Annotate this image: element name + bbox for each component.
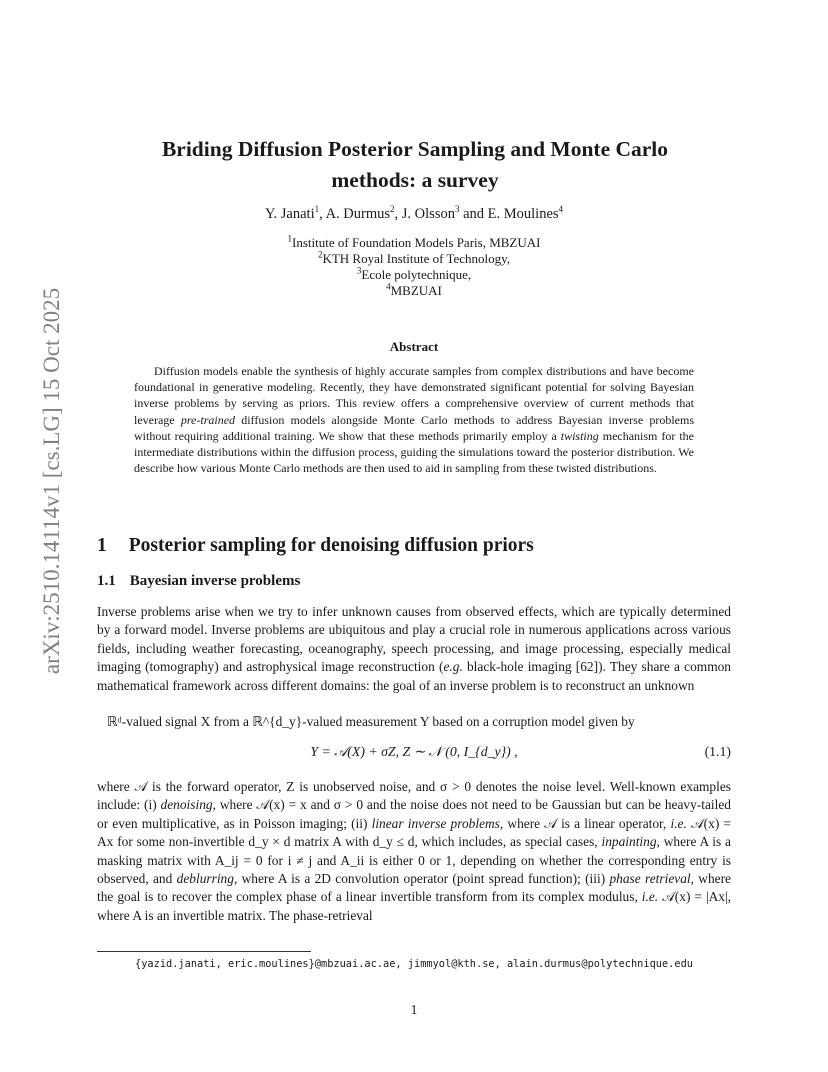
para2-text-1: where 𝒜 is the forward operator, Z is unobserved noise, and σ > 0 denotes the noise level. Well-known examples include: (i) <box>97 779 731 813</box>
paper-title <box>100 134 730 196</box>
abstract-em-1: pre-trained <box>180 412 236 427</box>
author-4-sup: 4 <box>558 204 564 215</box>
paragraph-1-continuation: ℝᵈ-valued signal X from a ℝ^{d_y}-valued measurement Y based on a corruption model given by <box>107 714 635 729</box>
affiliation-4-text: MBZUAI <box>390 283 442 298</box>
author-1: Y. Janati <box>264 206 315 222</box>
equation-1-1 <box>97 744 731 766</box>
para2-text-2: , where 𝒜(x) = x and σ > 0 and the noise does not need to be Gaussian but can be heavy-tailed or even multiplicative, as in Poisson imaging; (ii) <box>97 797 731 831</box>
para2-em-6: phase retrieval <box>609 871 691 887</box>
subsection-1-1-heading <box>97 573 300 590</box>
affiliation-2 <box>0 251 828 267</box>
arxiv-id: arXiv:2510.14114v1 [cs.LG] 15 Oct 2025 <box>39 287 64 675</box>
subsection-title: Bayesian inverse problems <box>129 573 301 589</box>
para2-em-2: linear inverse problems <box>371 815 500 831</box>
para2-em-7: i.e. <box>641 889 659 905</box>
title-line-1: Briding Diffusion Posterior Sampling and Monte Carlo <box>161 137 669 161</box>
author-3: , J. Olsson <box>394 206 455 222</box>
title-line-2: methods: a survey <box>331 168 499 192</box>
abstract-text-1: Diffusion models enable the synthesis of highly accurate samples from complex distributions and have become foundational in generative modeling. Recently, they have demonstrated significant potential for solving Bayesian inverse problems by serving as priors. This review offers a comprehensive overview of current methods that leverage <box>134 364 694 427</box>
para1-text-2: black-hole imaging [62]). They share a common mathematical framework across different domains: the goal of an inverse problem is to reconstruct an unknown <box>97 659 731 693</box>
abstract-body <box>134 363 694 476</box>
abstract-text-2: diffusion models alongside Monte Carlo methods to address Bayesian inverse problems without requiring additional training. We show that these methods primarily employ a <box>134 412 694 443</box>
para1-text-1: Inverse problems arise when we try to infer unknown causes from observed effects, which are typically determined by a forward model. Inverse problems are ubiquitous and play a crucial role in numerous applications across various fields, including weather forecasting, oceanography, speech processing, and image processing, especially medical imaging (tomography) and astrophysical image reconstruction ( <box>97 604 731 675</box>
equation-body: Y = 𝒜(X) + σZ, Z ∼ 𝒩 (0, I_{d_y}) , <box>310 744 518 759</box>
footnote-emails: {yazid.janati, eric.moulines}@mbzuai.ac.ae, jimmyol@kth.se, alain.durmus@polytechnique.edu <box>135 958 693 970</box>
section-1-heading <box>97 535 534 557</box>
paragraph-2 <box>97 778 731 925</box>
section-number: 1 <box>97 535 107 556</box>
para2-text-8: 𝒜(x) = |Ax|, where A is an invertible matrix. The phase-retrieval <box>97 889 732 923</box>
page-number: 1 <box>410 1002 418 1017</box>
abstract-em-2: twisting <box>560 428 599 443</box>
para2-em-1: denoising <box>160 797 213 813</box>
affiliation-4-sup: 4 <box>386 281 391 292</box>
footnote-rule <box>97 951 311 952</box>
section-title: Posterior sampling for denoising diffusion priors <box>128 535 534 556</box>
affiliation-4 <box>0 283 828 299</box>
author-list <box>0 206 828 223</box>
para2-em-4: inpainting <box>601 834 657 850</box>
affiliation-1-sup: 1 <box>287 233 293 244</box>
author-4: and E. Moulines <box>459 206 559 222</box>
affiliation-3-text: Ecole polytechnique, <box>361 267 472 282</box>
para2-text-6: , where A is a 2D convolution operator (point spread function); (iii) <box>233 871 610 887</box>
affiliation-3-sup: 3 <box>356 265 362 276</box>
para2-text-3: , where 𝒜 is a linear operator, <box>499 815 671 831</box>
subsection-number: 1.1 <box>97 573 116 589</box>
author-3-sup: 3 <box>454 204 460 215</box>
para2-text-5: , where A is a masking matrix with A_ij = 0 for i ≠ j and A_ii is either 0 or 1, depending on whether the corresponding entry is observed, and <box>97 834 731 887</box>
affiliation-1-text: Institute of Foundation Models Paris, MBZUAI <box>292 235 541 250</box>
author-2-sup: 2 <box>390 204 395 215</box>
equation-number: (1.1) <box>704 744 731 759</box>
affiliations <box>0 235 828 299</box>
abstract-text-3: mechanism for the intermediate distributions within the diffusion process, guiding the simulations toward the posterior distribution. We describe how various Monte Carlo methods are then used to aid in sampling from these twisted distributions. <box>134 428 694 476</box>
author-2: , A. Durmus <box>319 206 391 222</box>
paragraph-1 <box>97 603 731 695</box>
affiliation-2-text: KTH Royal Institute of Technology, <box>322 251 511 266</box>
author-1-sup: 1 <box>314 204 320 215</box>
para2-text-4: 𝒜(x) = Ax for some non-invertible d_y × d matrix A with d_y ≤ d, which includes, as special cases, <box>97 815 731 850</box>
affiliation-2-sup: 2 <box>317 249 323 260</box>
para2-em-5: deblurring <box>176 871 234 887</box>
affiliation-3 <box>0 267 828 283</box>
abstract-heading: Abstract <box>389 339 439 354</box>
affiliation-1 <box>0 235 828 251</box>
para2-em-3: i.e. <box>670 815 687 831</box>
para1-em: e.g. <box>443 659 463 675</box>
para2-text-7: , where the goal is to recover the complex phase of a linear invertible transform from its complex modulus, <box>97 871 731 905</box>
